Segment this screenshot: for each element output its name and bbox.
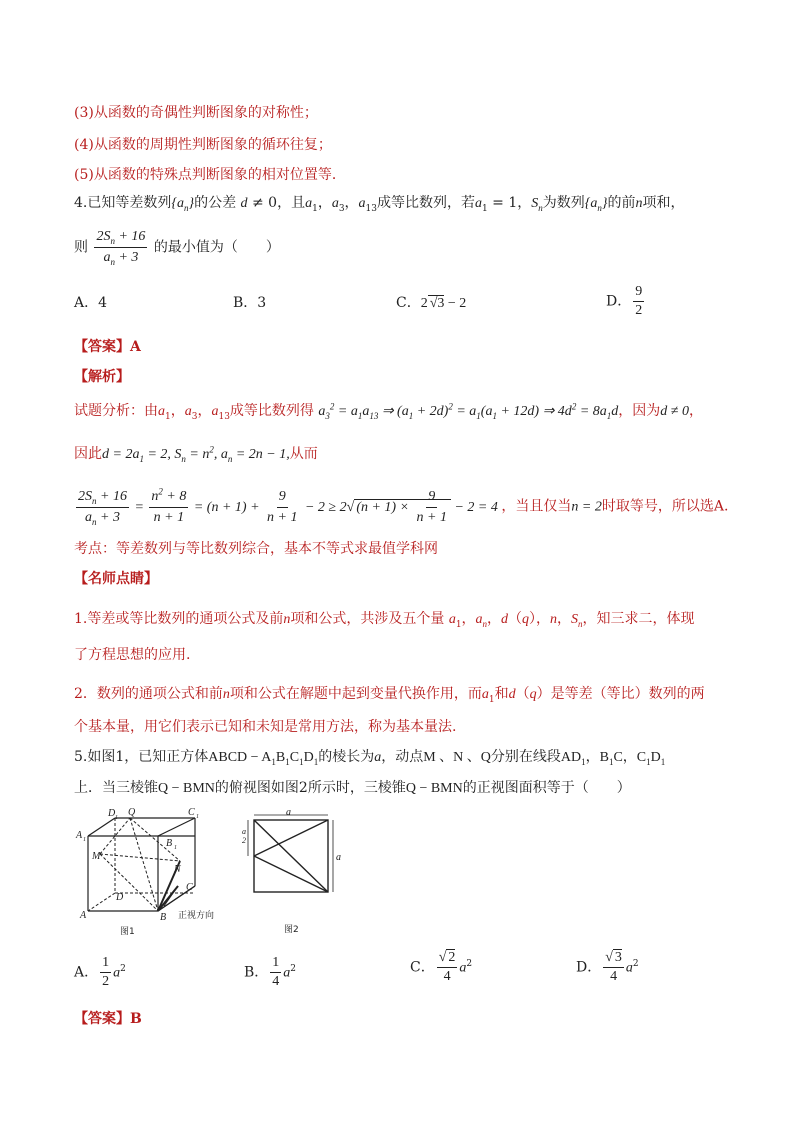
q5-option-d: D． $\frac{√ 3}{4}$ $a^2$: [576, 950, 639, 984]
figure-2-top-view: [240, 810, 350, 938]
answer-5: 【答案】B: [74, 1011, 142, 1027]
answer-4: 【答案】A: [74, 339, 141, 355]
svg-text:a: a: [336, 852, 341, 863]
q5-option-c: C． $\frac{√ 2}{4}$ $a^2$: [410, 950, 473, 984]
q4-option-a: A．4: [74, 295, 108, 311]
tip-1-line2: 了方程思想的应用.: [74, 647, 191, 663]
svg-text:2: 2: [242, 836, 246, 845]
svg-text:A: A: [80, 910, 87, 921]
view-direction-label: 正视方向: [178, 911, 215, 921]
note-4: (4)从函数的周期性判断图象的循环往复；: [74, 137, 332, 153]
analysis-4-line3: $\frac{2S_n + 16}{a_n + 3}$ = $\frac{n^2 + 8}{n + 1}$ = (n + 1) + $\frac{9}{n + 1}$ − 2 ≥ 2√ (n + 1) × $\frac{9}{n + 1}$ − 2 = 4 ，当且仅当n = 2时取等号，所以选A.: [78, 486, 729, 527]
tips-label: 【名师点睛】: [74, 571, 158, 587]
svg-text:1: 1: [115, 815, 118, 821]
analysis-4-line2: 因此$d = 2a_1 = 2$, $S_n = n^2$, $a_n = 2n - 1$,从而: [74, 444, 318, 464]
q4-option-d: D． $\frac{9}{2}$: [606, 284, 643, 318]
svg-text:A: A: [76, 830, 83, 841]
svg-text:N: N: [174, 864, 181, 875]
figure-2-caption: 图2: [284, 925, 299, 935]
q5-option-b: B． $\frac{1}{4}$ $a^2$: [244, 955, 297, 989]
analysis-4-line1: 试题分析：由$a_1$，$a_3$，$a_{13}$成等比数列得 $a_3^2 = a_1a_{13}$ ⇒ $(a_1 + 2d)^2 = a_1(a_1 + 12d)$ ⇒ $4d^2 = 8a_1d$，因为d ≠ 0，: [74, 401, 703, 422]
svg-text:Q: Q: [128, 807, 136, 818]
figure-1-cube: [70, 806, 240, 938]
svg-text:a: a: [286, 810, 291, 818]
svg-text:C: C: [186, 882, 193, 893]
figure-1-caption: 图1: [120, 927, 135, 937]
tip-1-line1: 1.等差或等比数列的通项公式及前n项和公式，共涉及五个量 $a_1$，$a_n$，d（q），n，$S_n$，知三求二，体现: [74, 611, 695, 630]
svg-text:1: 1: [83, 837, 86, 843]
q5-stem-line1: 5.如图1，已知正方体ABCD − $A_1B_1C_1D_1$的棱长为a，动点M 、N 、Q分别在线段$AD_1$，$B_1C$，$C_1D_1$: [74, 749, 666, 767]
svg-text:1: 1: [196, 814, 199, 820]
svg-text:C: C: [188, 807, 195, 818]
svg-text:D: D: [108, 808, 116, 819]
q5-option-a: A． $\frac{1}{2}$ $a^2$: [74, 955, 126, 989]
tip-2-line1: 2．数列的通项公式和前n项和公式在解题中起到变量代换作用，而$a_1$和d（q）是等差（等比）数列的两: [74, 686, 705, 705]
q4-option-b: B．3: [233, 295, 267, 311]
svg-text:a: a: [242, 827, 246, 836]
svg-text:D: D: [116, 892, 124, 903]
svg-text:1: 1: [174, 845, 177, 851]
q4-stem: 4.已知等差数列$\{a_n\}$的公差 d ≠ 0，且$a_1$，$a_3$，$a_{13}$成等比数列，若$a_1 = 1$，$S_n$为数列$\{a_n\}$的前n项和，: [74, 195, 685, 214]
svg-text:B: B: [166, 838, 173, 849]
tip-2-line2: 个基本量，用它们表示已知和未知是常用方法，称为基本量法.: [74, 719, 457, 735]
analysis-4-kaodian: 考点：等差数列与等比数列综合，基本不等式求最值学科网: [74, 541, 438, 557]
q4-option-c: C．2 √3 − 2: [396, 295, 467, 311]
note-3: (3)从函数的奇偶性判断图象的对称性；: [74, 105, 318, 121]
q4-ask: 则 $\frac{2S_n + 16}{a_n + 3}$ 的最小值为（ ）: [74, 229, 280, 267]
svg-text:M: M: [92, 851, 101, 862]
svg-text:B: B: [160, 912, 167, 923]
note-5: (5)从函数的特殊点判断图象的相对位置等．: [74, 167, 346, 183]
analysis-4-label: 【解析】: [74, 369, 130, 385]
q5-stem-line2: 上．当三棱锥Q − BMN的俯视图如图2所示时，三棱锥Q − BMN的正视图面积等于（ ）: [74, 780, 631, 796]
